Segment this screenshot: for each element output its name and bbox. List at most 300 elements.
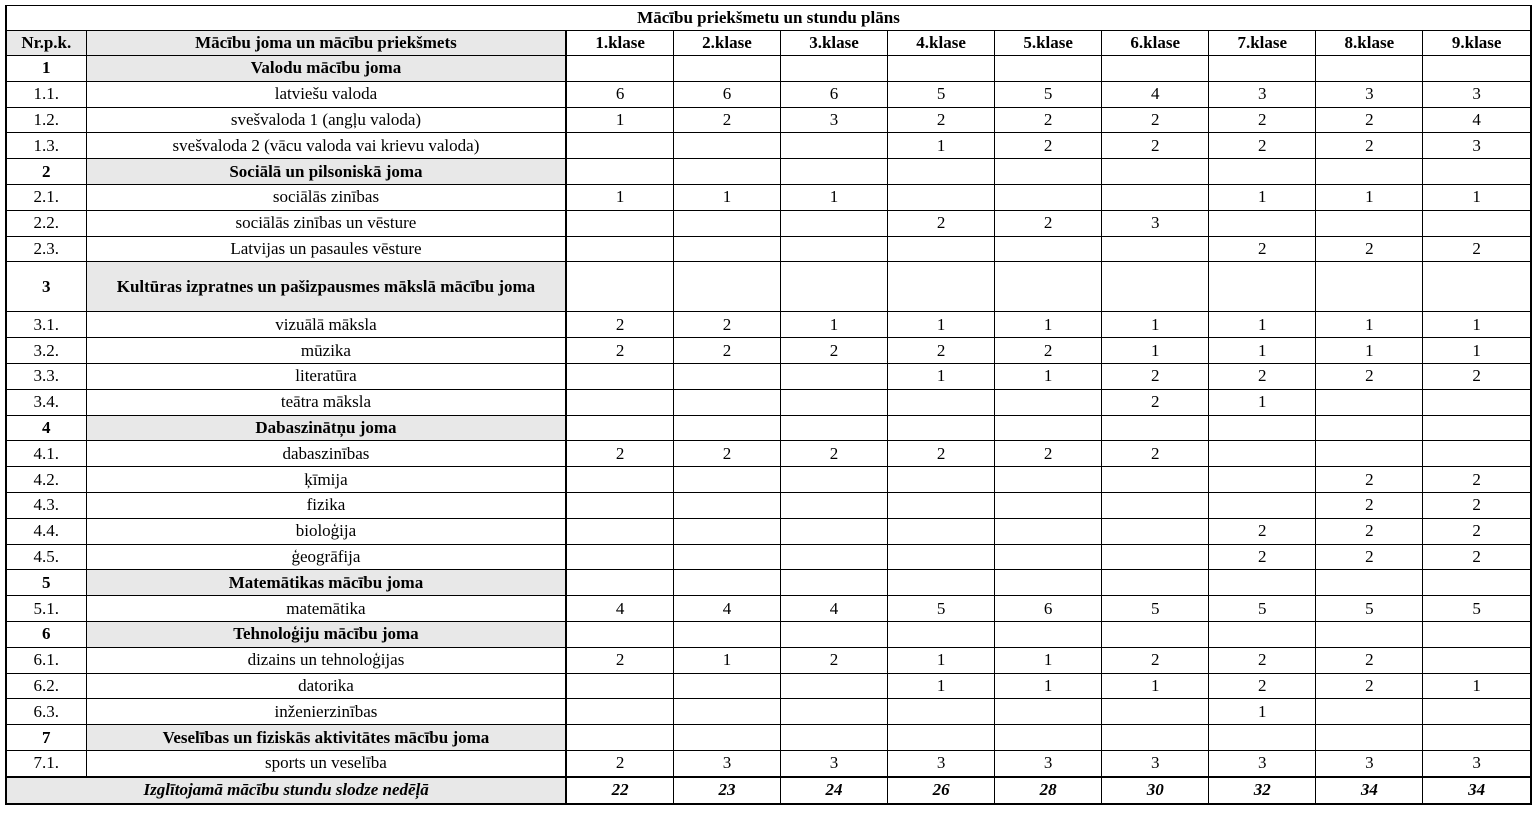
hours-cell-class-7 bbox=[1209, 570, 1316, 596]
hours-cell-class-1 bbox=[566, 621, 673, 647]
hours-cell-class-7 bbox=[1209, 467, 1316, 493]
hours-cell-class-9 bbox=[1423, 56, 1531, 82]
subject-row bbox=[6, 389, 1531, 415]
hours-cell-class-8 bbox=[1316, 441, 1423, 467]
hours-cell-class-8 bbox=[1316, 725, 1423, 751]
hours-cell-class-6: 3 bbox=[1102, 750, 1209, 776]
hours-cell-class-2 bbox=[673, 415, 780, 441]
hours-cell-class-6 bbox=[1102, 725, 1209, 751]
hours-cell-class-7: 2 bbox=[1209, 107, 1316, 133]
row-number: 3.2. bbox=[6, 338, 86, 364]
subject-name: ķīmija bbox=[86, 467, 566, 493]
hours-cell-class-9 bbox=[1423, 647, 1531, 673]
hours-cell-class-5: 6 bbox=[995, 596, 1102, 622]
hours-cell-class-9: 2 bbox=[1423, 363, 1531, 389]
hours-cell-class-8 bbox=[1316, 621, 1423, 647]
subject-name: literatūra bbox=[86, 363, 566, 389]
subject-row bbox=[6, 236, 1531, 262]
hours-cell-class-8: 2 bbox=[1316, 133, 1423, 159]
hours-cell-class-5: 3 bbox=[995, 750, 1102, 776]
hours-cell-class-3 bbox=[780, 262, 887, 312]
domain-name: Kultūras izpratnes un pašizpausmes mākslā mācību joma bbox=[86, 262, 566, 312]
hours-cell-class-9 bbox=[1423, 621, 1531, 647]
hours-cell-class-1: 1 bbox=[566, 107, 673, 133]
hours-cell-class-4 bbox=[888, 389, 995, 415]
header-row bbox=[6, 31, 1531, 56]
hours-cell-class-6: 2 bbox=[1102, 647, 1209, 673]
hours-cell-class-4 bbox=[888, 621, 995, 647]
hours-cell-class-2 bbox=[673, 262, 780, 312]
row-number: 4.3. bbox=[6, 492, 86, 518]
study-plan-table bbox=[5, 5, 1532, 805]
hours-cell-class-5 bbox=[995, 518, 1102, 544]
hours-cell-class-9: 4 bbox=[1423, 107, 1531, 133]
subject-row bbox=[6, 184, 1531, 210]
hours-cell-class-9: 1 bbox=[1423, 338, 1531, 364]
hours-cell-class-2: 2 bbox=[673, 441, 780, 467]
subject-row bbox=[6, 647, 1531, 673]
hours-cell-class-4 bbox=[888, 725, 995, 751]
hours-cell-class-3 bbox=[780, 725, 887, 751]
row-number: 2.1. bbox=[6, 184, 86, 210]
hours-cell-class-3: 6 bbox=[780, 81, 887, 107]
hours-cell-class-3 bbox=[780, 673, 887, 699]
hours-cell-class-3 bbox=[780, 415, 887, 441]
row-number: 2 bbox=[6, 159, 86, 185]
hours-cell-class-8: 1 bbox=[1316, 338, 1423, 364]
hours-cell-class-8: 2 bbox=[1316, 363, 1423, 389]
hours-cell-class-5: 2 bbox=[995, 441, 1102, 467]
total-hours-class-2: 23 bbox=[673, 777, 780, 804]
hours-cell-class-3 bbox=[780, 544, 887, 570]
hours-cell-class-4 bbox=[888, 570, 995, 596]
domain-row bbox=[6, 159, 1531, 185]
hours-cell-class-4: 1 bbox=[888, 647, 995, 673]
hours-cell-class-2 bbox=[673, 518, 780, 544]
subject-name: datorika bbox=[86, 673, 566, 699]
hours-cell-class-2 bbox=[673, 159, 780, 185]
hours-cell-class-6 bbox=[1102, 518, 1209, 544]
hours-cell-class-6: 1 bbox=[1102, 312, 1209, 338]
domain-row bbox=[6, 725, 1531, 751]
subject-name: dizains un tehnoloģijas bbox=[86, 647, 566, 673]
subject-row bbox=[6, 338, 1531, 364]
hours-cell-class-3 bbox=[780, 159, 887, 185]
hours-cell-class-9: 1 bbox=[1423, 673, 1531, 699]
hours-cell-class-1: 1 bbox=[566, 184, 673, 210]
hours-cell-class-7: 1 bbox=[1209, 184, 1316, 210]
table-title: Mācību priekšmetu un stundu plāns bbox=[6, 6, 1531, 31]
hours-cell-class-7: 2 bbox=[1209, 544, 1316, 570]
hours-cell-class-7: 2 bbox=[1209, 647, 1316, 673]
subject-row bbox=[6, 312, 1531, 338]
hours-cell-class-2 bbox=[673, 725, 780, 751]
hours-cell-class-3: 2 bbox=[780, 338, 887, 364]
hours-cell-class-2 bbox=[673, 133, 780, 159]
hours-cell-class-8: 2 bbox=[1316, 467, 1423, 493]
hours-cell-class-1 bbox=[566, 725, 673, 751]
header-class-7: 7.klase bbox=[1209, 31, 1316, 56]
hours-cell-class-6 bbox=[1102, 184, 1209, 210]
header-class-9: 9.klase bbox=[1423, 31, 1531, 56]
hours-cell-class-9: 3 bbox=[1423, 133, 1531, 159]
domain-row bbox=[6, 262, 1531, 312]
hours-cell-class-8 bbox=[1316, 389, 1423, 415]
hours-cell-class-2 bbox=[673, 363, 780, 389]
row-number: 3 bbox=[6, 262, 86, 312]
hours-cell-class-4 bbox=[888, 159, 995, 185]
subject-name: inženierzinības bbox=[86, 699, 566, 725]
subject-row bbox=[6, 492, 1531, 518]
hours-cell-class-2 bbox=[673, 673, 780, 699]
hours-cell-class-8: 2 bbox=[1316, 647, 1423, 673]
hours-cell-class-5 bbox=[995, 492, 1102, 518]
hours-cell-class-1 bbox=[566, 544, 673, 570]
hours-cell-class-5 bbox=[995, 699, 1102, 725]
hours-cell-class-7 bbox=[1209, 725, 1316, 751]
hours-cell-class-2 bbox=[673, 236, 780, 262]
hours-cell-class-3 bbox=[780, 56, 887, 82]
hours-cell-class-4 bbox=[888, 415, 995, 441]
hours-cell-class-6: 1 bbox=[1102, 673, 1209, 699]
hours-cell-class-4 bbox=[888, 492, 995, 518]
table-title-row bbox=[6, 6, 1531, 31]
hours-cell-class-7 bbox=[1209, 621, 1316, 647]
row-number: 3.4. bbox=[6, 389, 86, 415]
hours-cell-class-5: 1 bbox=[995, 312, 1102, 338]
hours-cell-class-8: 5 bbox=[1316, 596, 1423, 622]
domain-row bbox=[6, 621, 1531, 647]
hours-cell-class-6: 1 bbox=[1102, 338, 1209, 364]
hours-cell-class-5: 1 bbox=[995, 363, 1102, 389]
row-number: 4 bbox=[6, 415, 86, 441]
hours-cell-class-3: 2 bbox=[780, 647, 887, 673]
hours-cell-class-8: 3 bbox=[1316, 750, 1423, 776]
header-class-4: 4.klase bbox=[888, 31, 995, 56]
hours-cell-class-3 bbox=[780, 518, 887, 544]
hours-cell-class-1 bbox=[566, 56, 673, 82]
total-hours-class-5: 28 bbox=[995, 777, 1102, 804]
header-nr: Nr.p.k. bbox=[6, 31, 86, 56]
hours-cell-class-6: 2 bbox=[1102, 441, 1209, 467]
hours-cell-class-2 bbox=[673, 467, 780, 493]
hours-cell-class-4 bbox=[888, 262, 995, 312]
hours-cell-class-5: 5 bbox=[995, 81, 1102, 107]
hours-cell-class-3 bbox=[780, 236, 887, 262]
subject-name: fizika bbox=[86, 492, 566, 518]
subject-name: Latvijas un pasaules vēsture bbox=[86, 236, 566, 262]
hours-cell-class-2: 6 bbox=[673, 81, 780, 107]
subject-row bbox=[6, 673, 1531, 699]
hours-cell-class-2: 2 bbox=[673, 107, 780, 133]
hours-cell-class-1 bbox=[566, 518, 673, 544]
subject-name: sports un veselība bbox=[86, 750, 566, 776]
domain-row bbox=[6, 570, 1531, 596]
hours-cell-class-2: 1 bbox=[673, 184, 780, 210]
subject-row bbox=[6, 107, 1531, 133]
row-number: 2.3. bbox=[6, 236, 86, 262]
hours-cell-class-3: 4 bbox=[780, 596, 887, 622]
hours-cell-class-3 bbox=[780, 621, 887, 647]
hours-cell-class-9 bbox=[1423, 210, 1531, 236]
hours-cell-class-5: 2 bbox=[995, 133, 1102, 159]
hours-cell-class-6 bbox=[1102, 159, 1209, 185]
row-number: 6.1. bbox=[6, 647, 86, 673]
domain-name: Valodu mācību joma bbox=[86, 56, 566, 82]
hours-cell-class-1: 2 bbox=[566, 750, 673, 776]
hours-cell-class-5 bbox=[995, 725, 1102, 751]
hours-cell-class-3 bbox=[780, 133, 887, 159]
hours-cell-class-1 bbox=[566, 467, 673, 493]
hours-cell-class-7: 2 bbox=[1209, 673, 1316, 699]
hours-cell-class-5 bbox=[995, 236, 1102, 262]
hours-cell-class-3: 1 bbox=[780, 312, 887, 338]
hours-cell-class-7: 2 bbox=[1209, 236, 1316, 262]
subject-name: svešvaloda 1 (angļu valoda) bbox=[86, 107, 566, 133]
hours-cell-class-7 bbox=[1209, 415, 1316, 441]
domain-name: Dabaszinātņu joma bbox=[86, 415, 566, 441]
hours-cell-class-7 bbox=[1209, 262, 1316, 312]
hours-cell-class-7 bbox=[1209, 210, 1316, 236]
hours-cell-class-9: 2 bbox=[1423, 518, 1531, 544]
domain-name: Tehnoloģiju mācību joma bbox=[86, 621, 566, 647]
domain-name: Veselības un fiziskās aktivitātes mācību joma bbox=[86, 725, 566, 751]
hours-cell-class-6: 2 bbox=[1102, 133, 1209, 159]
row-number: 3.1. bbox=[6, 312, 86, 338]
hours-cell-class-2 bbox=[673, 544, 780, 570]
hours-cell-class-1: 2 bbox=[566, 312, 673, 338]
hours-cell-class-2 bbox=[673, 389, 780, 415]
hours-cell-class-6 bbox=[1102, 262, 1209, 312]
hours-cell-class-8: 2 bbox=[1316, 673, 1423, 699]
row-number: 4.2. bbox=[6, 467, 86, 493]
hours-cell-class-5: 2 bbox=[995, 338, 1102, 364]
subject-name: ģeogrāfija bbox=[86, 544, 566, 570]
total-hours-class-4: 26 bbox=[888, 777, 995, 804]
hours-cell-class-7 bbox=[1209, 159, 1316, 185]
hours-cell-class-9 bbox=[1423, 570, 1531, 596]
hours-cell-class-9 bbox=[1423, 699, 1531, 725]
hours-cell-class-8: 2 bbox=[1316, 518, 1423, 544]
hours-cell-class-3 bbox=[780, 492, 887, 518]
hours-cell-class-4: 3 bbox=[888, 750, 995, 776]
hours-cell-class-1: 2 bbox=[566, 441, 673, 467]
hours-cell-class-1 bbox=[566, 699, 673, 725]
hours-cell-class-4 bbox=[888, 544, 995, 570]
hours-cell-class-5 bbox=[995, 184, 1102, 210]
hours-cell-class-5: 1 bbox=[995, 647, 1102, 673]
row-number: 6.3. bbox=[6, 699, 86, 725]
subject-row bbox=[6, 596, 1531, 622]
subject-name: sociālās zinības un vēsture bbox=[86, 210, 566, 236]
hours-cell-class-1 bbox=[566, 673, 673, 699]
hours-cell-class-6 bbox=[1102, 544, 1209, 570]
subject-name: mūzika bbox=[86, 338, 566, 364]
hours-cell-class-6 bbox=[1102, 699, 1209, 725]
row-number: 3.3. bbox=[6, 363, 86, 389]
hours-cell-class-2 bbox=[673, 492, 780, 518]
hours-cell-class-8: 2 bbox=[1316, 492, 1423, 518]
total-label: Izglītojamā mācību stundu slodze nedēļā bbox=[6, 777, 566, 804]
hours-cell-class-5 bbox=[995, 544, 1102, 570]
hours-cell-class-9: 3 bbox=[1423, 81, 1531, 107]
hours-cell-class-3 bbox=[780, 467, 887, 493]
hours-cell-class-7: 1 bbox=[1209, 312, 1316, 338]
row-number: 5 bbox=[6, 570, 86, 596]
hours-cell-class-1 bbox=[566, 389, 673, 415]
row-number: 2.2. bbox=[6, 210, 86, 236]
hours-cell-class-9: 1 bbox=[1423, 184, 1531, 210]
hours-cell-class-4: 5 bbox=[888, 596, 995, 622]
hours-cell-class-5 bbox=[995, 389, 1102, 415]
header-class-3: 3.klase bbox=[780, 31, 887, 56]
total-hours-class-9: 34 bbox=[1423, 777, 1531, 804]
hours-cell-class-2 bbox=[673, 699, 780, 725]
row-number: 4.1. bbox=[6, 441, 86, 467]
hours-cell-class-2: 4 bbox=[673, 596, 780, 622]
hours-cell-class-9 bbox=[1423, 441, 1531, 467]
hours-cell-class-4: 1 bbox=[888, 363, 995, 389]
hours-cell-class-8 bbox=[1316, 570, 1423, 596]
header-subject: Mācību joma un mācību priekšmets bbox=[86, 31, 566, 56]
hours-cell-class-9: 2 bbox=[1423, 467, 1531, 493]
hours-cell-class-8 bbox=[1316, 699, 1423, 725]
total-hours-class-8: 34 bbox=[1316, 777, 1423, 804]
hours-cell-class-9: 3 bbox=[1423, 750, 1531, 776]
hours-cell-class-4 bbox=[888, 467, 995, 493]
hours-cell-class-8 bbox=[1316, 159, 1423, 185]
subject-row bbox=[6, 750, 1531, 776]
hours-cell-class-1 bbox=[566, 210, 673, 236]
hours-cell-class-6: 4 bbox=[1102, 81, 1209, 107]
hours-cell-class-6: 5 bbox=[1102, 596, 1209, 622]
subject-row bbox=[6, 699, 1531, 725]
domain-name: Sociālā un pilsoniskā joma bbox=[86, 159, 566, 185]
hours-cell-class-5 bbox=[995, 570, 1102, 596]
hours-cell-class-5: 2 bbox=[995, 210, 1102, 236]
hours-cell-class-1 bbox=[566, 492, 673, 518]
hours-cell-class-5: 2 bbox=[995, 107, 1102, 133]
header-class-5: 5.klase bbox=[995, 31, 1102, 56]
hours-cell-class-8 bbox=[1316, 262, 1423, 312]
hours-cell-class-5 bbox=[995, 56, 1102, 82]
hours-cell-class-1 bbox=[566, 133, 673, 159]
hours-cell-class-6 bbox=[1102, 621, 1209, 647]
hours-cell-class-3: 1 bbox=[780, 184, 887, 210]
hours-cell-class-9 bbox=[1423, 389, 1531, 415]
hours-cell-class-3: 2 bbox=[780, 441, 887, 467]
subject-name: matemātika bbox=[86, 596, 566, 622]
header-class-1: 1.klase bbox=[566, 31, 673, 56]
hours-cell-class-1 bbox=[566, 236, 673, 262]
hours-cell-class-1 bbox=[566, 415, 673, 441]
hours-cell-class-3: 3 bbox=[780, 107, 887, 133]
subject-row bbox=[6, 467, 1531, 493]
hours-cell-class-5 bbox=[995, 159, 1102, 185]
hours-cell-class-1 bbox=[566, 363, 673, 389]
subject-name: vizuālā māksla bbox=[86, 312, 566, 338]
hours-cell-class-7: 2 bbox=[1209, 363, 1316, 389]
row-number: 6 bbox=[6, 621, 86, 647]
row-number: 6.2. bbox=[6, 673, 86, 699]
hours-cell-class-3 bbox=[780, 389, 887, 415]
hours-cell-class-7: 1 bbox=[1209, 699, 1316, 725]
hours-cell-class-7 bbox=[1209, 56, 1316, 82]
hours-cell-class-3 bbox=[780, 699, 887, 725]
subject-row bbox=[6, 81, 1531, 107]
hours-cell-class-4: 2 bbox=[888, 338, 995, 364]
row-number: 1.2. bbox=[6, 107, 86, 133]
hours-cell-class-6 bbox=[1102, 415, 1209, 441]
domain-name: Matemātikas mācību joma bbox=[86, 570, 566, 596]
hours-cell-class-4: 2 bbox=[888, 441, 995, 467]
subject-row bbox=[6, 363, 1531, 389]
hours-cell-class-3: 3 bbox=[780, 750, 887, 776]
hours-cell-class-3 bbox=[780, 363, 887, 389]
header-class-6: 6.klase bbox=[1102, 31, 1209, 56]
hours-cell-class-2: 1 bbox=[673, 647, 780, 673]
total-hours-class-6: 30 bbox=[1102, 777, 1209, 804]
hours-cell-class-7 bbox=[1209, 492, 1316, 518]
total-row bbox=[6, 777, 1531, 804]
hours-cell-class-8: 2 bbox=[1316, 236, 1423, 262]
hours-cell-class-6: 3 bbox=[1102, 210, 1209, 236]
domain-row bbox=[6, 56, 1531, 82]
hours-cell-class-1 bbox=[566, 159, 673, 185]
hours-cell-class-9 bbox=[1423, 262, 1531, 312]
hours-cell-class-1 bbox=[566, 262, 673, 312]
hours-cell-class-5 bbox=[995, 621, 1102, 647]
hours-cell-class-1: 4 bbox=[566, 596, 673, 622]
subject-name: sociālās zinības bbox=[86, 184, 566, 210]
hours-cell-class-8: 2 bbox=[1316, 544, 1423, 570]
hours-cell-class-8: 3 bbox=[1316, 81, 1423, 107]
hours-cell-class-9: 2 bbox=[1423, 236, 1531, 262]
header-class-2: 2.klase bbox=[673, 31, 780, 56]
row-number: 7 bbox=[6, 725, 86, 751]
hours-cell-class-5: 1 bbox=[995, 673, 1102, 699]
hours-cell-class-2: 3 bbox=[673, 750, 780, 776]
total-hours-class-1: 22 bbox=[566, 777, 673, 804]
hours-cell-class-1: 2 bbox=[566, 338, 673, 364]
hours-cell-class-5 bbox=[995, 467, 1102, 493]
hours-cell-class-2 bbox=[673, 621, 780, 647]
hours-cell-class-7: 1 bbox=[1209, 338, 1316, 364]
hours-cell-class-6: 2 bbox=[1102, 363, 1209, 389]
hours-cell-class-7: 1 bbox=[1209, 389, 1316, 415]
hours-cell-class-8: 2 bbox=[1316, 107, 1423, 133]
hours-cell-class-4: 1 bbox=[888, 133, 995, 159]
hours-cell-class-4: 2 bbox=[888, 210, 995, 236]
subject-row bbox=[6, 210, 1531, 236]
hours-cell-class-4: 5 bbox=[888, 81, 995, 107]
hours-cell-class-5 bbox=[995, 262, 1102, 312]
hours-cell-class-9: 2 bbox=[1423, 492, 1531, 518]
subject-row bbox=[6, 441, 1531, 467]
hours-cell-class-2 bbox=[673, 570, 780, 596]
hours-cell-class-9: 5 bbox=[1423, 596, 1531, 622]
hours-cell-class-7: 5 bbox=[1209, 596, 1316, 622]
total-hours-class-7: 32 bbox=[1209, 777, 1316, 804]
hours-cell-class-6: 2 bbox=[1102, 107, 1209, 133]
domain-row bbox=[6, 415, 1531, 441]
hours-cell-class-7: 3 bbox=[1209, 81, 1316, 107]
row-number: 1.1. bbox=[6, 81, 86, 107]
row-number: 1 bbox=[6, 56, 86, 82]
hours-cell-class-4: 1 bbox=[888, 673, 995, 699]
hours-cell-class-4: 2 bbox=[888, 107, 995, 133]
hours-cell-class-5 bbox=[995, 415, 1102, 441]
